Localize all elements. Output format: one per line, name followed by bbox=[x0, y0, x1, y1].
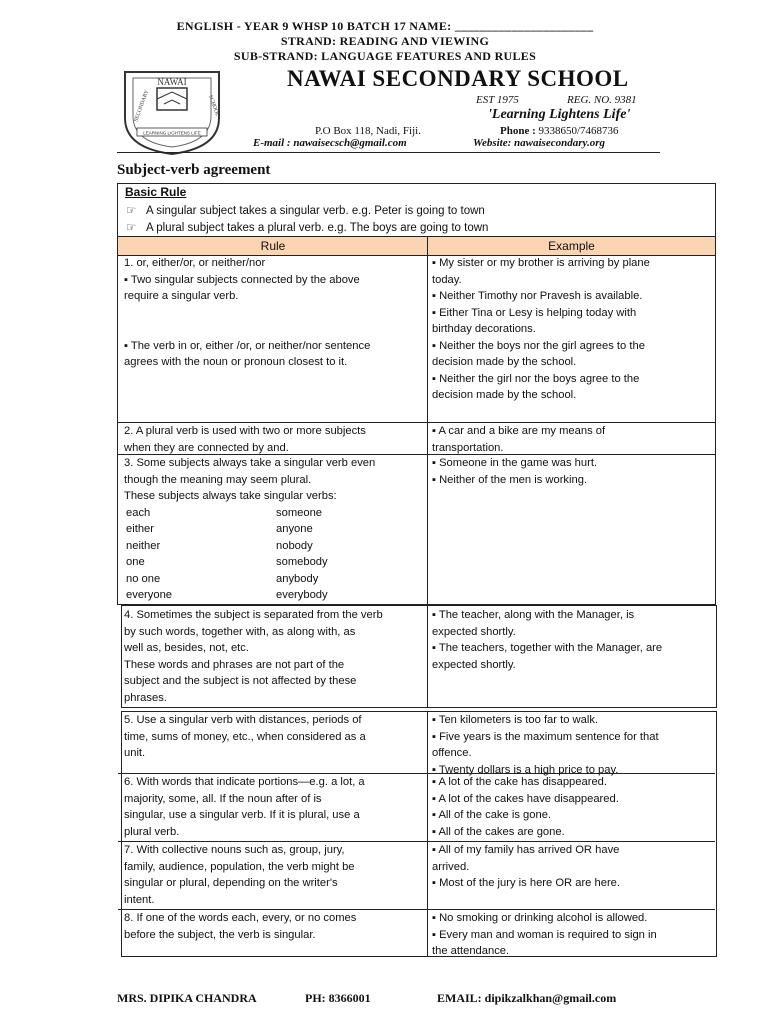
rule-text-line: majority, some, all. If the noun after of is bbox=[124, 792, 322, 805]
example-column-header: Example bbox=[548, 239, 595, 253]
rules-table-part3 bbox=[121, 711, 717, 957]
subject-word: anyone bbox=[276, 523, 313, 535]
rule-text-line: 5. Use a singular verb with distances, periods of bbox=[124, 714, 362, 726]
rule-text-line: require a singular verb. bbox=[124, 290, 239, 302]
page-title: Subject-verb agreement bbox=[117, 162, 271, 178]
singular-subject-pair bbox=[124, 554, 424, 571]
example-text-line: ▪ Twenty dollars is a high price to pay. bbox=[432, 763, 619, 776]
example-text-line: ▪ Five years is the maximum sentence for that bbox=[432, 730, 659, 743]
rule-cell bbox=[124, 910, 424, 943]
subject-word: one bbox=[126, 556, 145, 568]
singular-subject-pair bbox=[124, 505, 424, 522]
subject-word: everybody bbox=[276, 589, 328, 601]
table-row bbox=[118, 422, 715, 457]
subject-word: nobody bbox=[276, 539, 313, 552]
table-row bbox=[118, 607, 715, 707]
header-divider bbox=[117, 152, 660, 153]
rule-column-header: Rule bbox=[260, 239, 286, 253]
example-cell bbox=[432, 455, 712, 488]
rule-text-line: 1. or, either/or, or neither/nor bbox=[124, 257, 266, 269]
example-cell bbox=[432, 423, 712, 456]
sub-strand-line: SUB-STRAND: LANGUAGE FEATURES AND RULES bbox=[233, 49, 537, 63]
subject-word: somebody bbox=[276, 556, 328, 568]
rule-text-line: These subjects always take singular verbs: bbox=[124, 490, 337, 502]
worksheet-header-line1: ENGLISH - YEAR 9 WHSP 10 BATCH 17 NAME: ______________________ bbox=[176, 19, 594, 33]
example-text-line: ▪ Neither the boys nor the girl agrees to the bbox=[432, 339, 645, 352]
rule-text-line: time, sums of money, etc., when considered as a bbox=[124, 730, 366, 743]
rule-cell bbox=[124, 423, 424, 456]
rule-text-line: subject and the subject is not affected by these bbox=[124, 675, 357, 687]
rule-cell bbox=[124, 842, 424, 908]
rule-cell bbox=[124, 712, 424, 762]
strand-line: STRAND: READING AND VIEWING bbox=[280, 34, 490, 48]
footer-email: EMAIL: dipikzalkhan@gmail.com bbox=[437, 991, 617, 1005]
basic-rule-heading: Basic Rule bbox=[125, 185, 187, 199]
rule-cell bbox=[124, 607, 424, 706]
example-text-line: decision made by the school. bbox=[432, 389, 577, 401]
pointing-hand-icon: ☞ bbox=[126, 222, 137, 234]
singular-subject-pair bbox=[124, 521, 424, 538]
rule-text-line: 7. With collective nouns such as, group, jury, bbox=[124, 844, 345, 856]
example-text-line: the attendance. bbox=[432, 945, 510, 957]
example-text-line: ▪ No smoking or drinking alcohol is allowed. bbox=[432, 912, 648, 924]
rule-text-line: when they are connected by and. bbox=[124, 441, 289, 454]
example-cell bbox=[432, 774, 712, 840]
rule-text-line: intent. bbox=[124, 893, 155, 906]
example-cell bbox=[432, 712, 712, 778]
example-text-line: transportation. bbox=[432, 441, 504, 454]
table-row bbox=[118, 841, 715, 910]
rule-text-line: 4. Sometimes the subject is separated from the verb bbox=[124, 609, 383, 621]
rule-text-line: 6. With words that indicate portions—e.g. a lot, a bbox=[124, 776, 365, 788]
example-text-line: ▪ My sister or my brother is arriving by plane bbox=[432, 257, 650, 269]
footer-teacher: MRS. DIPIKA CHANDRA bbox=[117, 991, 257, 1005]
example-text-line: ▪ Either Tina or Lesy is helping today with bbox=[432, 306, 637, 319]
rule-text-line: ▪ Two singular subjects connected by the above bbox=[124, 273, 360, 286]
example-text-line: offence. bbox=[432, 747, 472, 759]
rule-text-line: by such words, together with, as along with, as bbox=[124, 625, 356, 638]
rule-text-line: ▪ The verb in or, either /or, or neither/nor sentence bbox=[124, 339, 371, 352]
rule-text-line: 3. Some subjects always take a singular verb even bbox=[124, 457, 376, 469]
example-cell bbox=[432, 607, 712, 673]
example-text-line: decision made by the school. bbox=[432, 356, 577, 368]
svg-text:NAWAI: NAWAI bbox=[157, 77, 187, 87]
rule-cell bbox=[124, 774, 424, 840]
example-cell bbox=[432, 910, 712, 960]
example-text-line: ▪ Most of the jury is here OR are here. bbox=[432, 877, 621, 889]
table-row bbox=[118, 909, 715, 957]
svg-text:SCHOOL: SCHOOL bbox=[207, 94, 221, 118]
rule-text-line: plural verb. bbox=[124, 825, 180, 838]
rules-table-part2 bbox=[121, 605, 717, 708]
example-text-line: ▪ All of the cakes are gone. bbox=[432, 825, 565, 838]
example-text-line: ▪ All of the cake is gone. bbox=[432, 809, 552, 821]
table-row bbox=[118, 454, 715, 605]
example-text-line: ▪ Neither of the men is working. bbox=[432, 473, 588, 486]
rule-text-line: though the meaning may seem plural. bbox=[124, 473, 312, 486]
subject-word: each bbox=[126, 506, 151, 519]
example-text-line: expected shortly. bbox=[432, 625, 516, 638]
example-text-line: ▪ All of my family has arrived OR have bbox=[432, 844, 620, 856]
rule-text-line: family, audience, population, the verb might be bbox=[124, 860, 355, 873]
example-text-line: ▪ The teacher, along with the Manager, is bbox=[432, 609, 635, 621]
singular-subject-pair bbox=[124, 538, 424, 555]
example-text-line: ▪ A lot of the cakes have disappeared. bbox=[432, 792, 619, 805]
rule-text-line: phrases. bbox=[124, 691, 167, 704]
rule-text-line: singular, use a singular verb. If it is plural, use a bbox=[124, 809, 360, 821]
basic-rule-singular: ☞ A singular subject takes a singular verb. e.g. Peter is going to town bbox=[126, 205, 485, 217]
subject-word: someone bbox=[276, 506, 323, 519]
rule-cell bbox=[124, 455, 424, 604]
example-text-line: ▪ Neither Timothy nor Pravesh is available. bbox=[432, 290, 643, 302]
footer-phone: PH: 8366001 bbox=[305, 991, 371, 1005]
subject-word: either bbox=[126, 523, 154, 535]
rules-table-part1 bbox=[117, 183, 716, 605]
example-text-line: ▪ A car and a bike are my means of bbox=[432, 425, 606, 437]
example-cell bbox=[432, 255, 712, 404]
table-row bbox=[118, 255, 715, 424]
school-motto: 'Learning Lightens Life' bbox=[488, 107, 631, 122]
example-text-line: expected shortly. bbox=[432, 658, 516, 671]
school-email: E-mail : nawaisecsch@gmail.com bbox=[253, 137, 407, 149]
rule-text-line: unit. bbox=[124, 747, 146, 759]
subject-word: no one bbox=[126, 572, 161, 585]
table-row bbox=[118, 773, 715, 842]
subject-word: anybody bbox=[276, 572, 319, 585]
example-text-line: birthday decorations. bbox=[432, 323, 536, 335]
example-text-line: ▪ Someone in the game was hurt. bbox=[432, 457, 598, 469]
svg-text:LEARNING LIGHTENS LIFE: LEARNING LIGHTENS LIFE bbox=[143, 130, 201, 136]
table-row bbox=[118, 712, 715, 776]
example-text-line: ▪ Ten kilometers is too far to walk. bbox=[432, 714, 599, 726]
established-year: EST 1975 bbox=[476, 94, 519, 106]
rule-text-line: agrees with the noun or pronoun closest to it. bbox=[124, 356, 348, 368]
example-text-line: ▪ The teachers, together with the Manager, are bbox=[432, 642, 663, 654]
po-box-address: P.O Box 118, Nadi, Fiji. bbox=[315, 125, 421, 137]
singular-subject-pair bbox=[124, 587, 424, 604]
subject-word: neither bbox=[126, 539, 161, 552]
basic-rule-plural: ☞ A plural subject takes a plural verb. e.g. The boys are going to town bbox=[126, 222, 489, 234]
pointing-hand-icon: ☞ bbox=[126, 205, 137, 217]
subject-word: everyone bbox=[126, 589, 173, 601]
example-text-line: today. bbox=[432, 273, 462, 286]
svg-text:SECONDARY: SECONDARY bbox=[133, 89, 151, 123]
rule-text-line bbox=[124, 305, 424, 322]
school-website: Website: nawaisecondary.org bbox=[473, 137, 605, 149]
rule-cell bbox=[124, 255, 424, 371]
example-text-line: ▪ Every man and woman is required to sign in bbox=[432, 928, 657, 941]
school-phone: Phone : 9338650/7468736 bbox=[500, 125, 619, 137]
example-text-line: ▪ Neither the girl nor the boys agree to the bbox=[432, 372, 640, 385]
table-header bbox=[118, 236, 715, 256]
rule-text-line: singular or plural, depending on the writer's bbox=[124, 877, 338, 889]
rule-text-line: before the subject, the verb is singular. bbox=[124, 928, 316, 941]
rule-text-line: 8. If one of the words each, every, or no comes bbox=[124, 912, 357, 924]
example-text-line: arrived. bbox=[432, 860, 470, 873]
rule-text-line: These words and phrases are not part of the bbox=[124, 658, 345, 671]
registration-number: REG. NO. 9381 bbox=[567, 94, 637, 106]
rule-text-line: well as, besides, not, etc. bbox=[124, 642, 249, 654]
school-crest-logo bbox=[117, 66, 227, 156]
school-name: NAWAI SECONDARY SCHOOL bbox=[287, 66, 629, 91]
example-cell bbox=[432, 842, 712, 892]
example-text-line: ▪ A lot of the cake has disappeared. bbox=[432, 776, 608, 788]
singular-subject-pair bbox=[124, 571, 424, 588]
rule-text-line: 2. A plural verb is used with two or more subjects bbox=[124, 425, 366, 437]
rule-text-line bbox=[124, 321, 424, 338]
